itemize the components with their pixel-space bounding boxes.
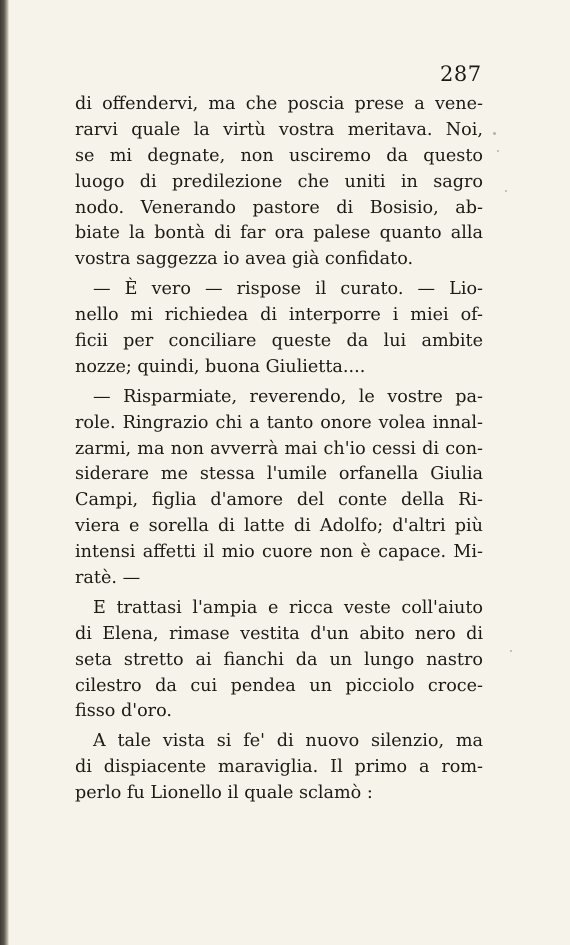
ink-speck [510,650,512,652]
binding-edge [0,0,9,945]
text-line: — Risparmiate, reverendo, le vostre pa- [93,386,483,407]
text-line: intensi affetti il mio cuore non è capace. Mi- [75,542,483,563]
text-line: role. Ringrazio chi a tanto onore volea innal- [75,412,483,433]
text-line: viera e sorella di latte di Adolfo; d'altri più [75,516,483,537]
text-line: luogo di predilezione che uniti in sagro [75,171,483,192]
text-line: A tale vista si fe' di nuovo silenzio, ma [93,731,483,752]
text-line: rarvi quale la virtù vostra meritava. Noi, [75,119,483,140]
text-line: ratè. — [75,568,141,589]
page-number: 287 [440,62,482,86]
text-line: — È vero — rispose il curato. — Lio- [93,279,483,300]
text-line: vostra saggezza io avea già confidato. [75,249,414,270]
text-line: se mi degnate, non usciremo da questo [75,145,483,166]
text-line: biate la bontà di far ora palese quanto alla [75,223,483,244]
text-line: nozze; quindi, buona Giulietta.... [75,356,366,377]
text-line: di offendervi, ma che poscia prese a vene- [75,94,483,114]
text-line: perlo fu Lionello il quale sclamò : [75,783,373,804]
text-line: nello mi richiedea di interporre i miei of- [75,305,483,326]
text-line: cilestro da cui pendea un picciolo croce- [75,675,483,696]
paragraph-5 [75,729,483,807]
text-line: fisso d'oro. [75,701,172,722]
ink-speck [493,132,496,135]
text-line: Campi, figlia d'amore del conte della Ri- [75,490,483,511]
paragraph-4 [75,596,483,725]
text-line: zarmi, ma non avverrà mai ch'io cessi di con- [75,438,483,459]
page-body [75,92,483,807]
paragraph-1 [75,92,483,273]
text-line: nodo. Venerando pastore di Bosisio, ab- [75,197,483,218]
text-line: di Elena, rimase vestita d'un abito nero di [75,623,483,644]
paragraph-3 [75,385,483,592]
text-line: siderare me stessa l'umile orfanella Giulia [75,464,483,485]
paragraph-2 [75,277,483,381]
text-line: E trattasi l'ampia e ricca veste coll'aiuto [93,597,483,618]
ink-speck [497,150,499,152]
text-line: seta stretto ai fianchi da un lungo nastro [75,649,483,670]
text-line: ficii per conciliare queste da lui ambite [75,331,483,352]
text-line: di dispiacente maraviglia. Il primo a rom- [75,757,483,778]
ink-speck [505,190,507,192]
